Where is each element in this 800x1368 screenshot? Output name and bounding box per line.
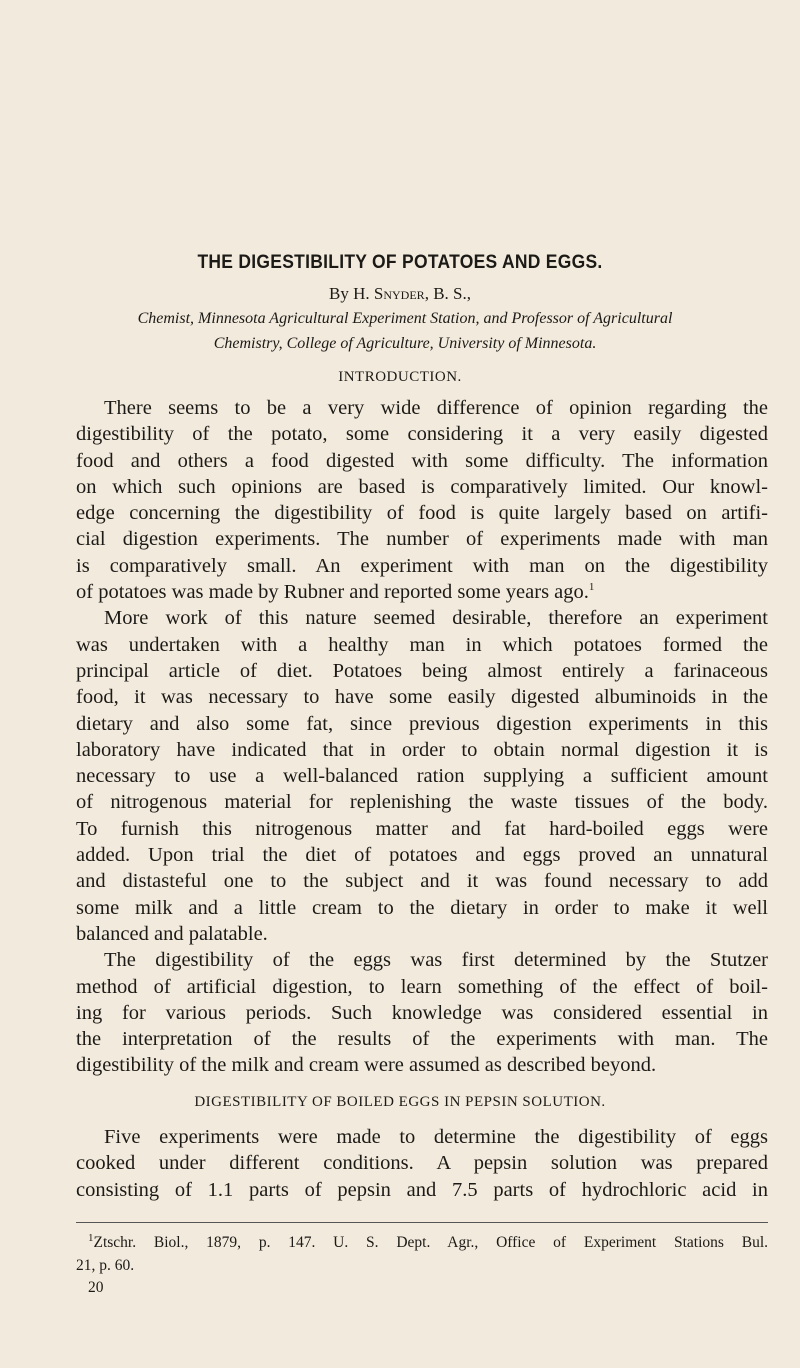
byline [0,284,800,304]
line-text: cooked under different conditions. A pepsin solution was prepared [76,1152,768,1175]
line-text: of nitrogenous material for replenishing the waste tissues of the body. [76,791,768,814]
intro-body [76,395,768,1079]
line-text: Five experiments were made to determine the digestibility of eggs [104,1126,768,1148]
text-line [76,421,768,447]
line-text: method of artificial digestion, to learn something of the effect of boil- [76,975,768,998]
line-text: the interpretation of the results of the experiments with man. The [76,1028,768,1051]
line-text: is comparatively small. An experiment with man on the digestibility [76,554,768,577]
line-text: More work of this nature seemed desirable, therefore an experiment [104,607,768,630]
line-text: edge concerning the digestibility of food is quite largely based on artifi- [76,502,768,525]
line-text: dietary and also some fat, since previous digestion experiments in this [76,712,768,735]
text-line [76,605,768,631]
byline-suffix: , B. S., [424,284,471,303]
line-text: The digestibility of the eggs was first determined by the Stutzer [104,949,768,972]
line-text: of potatoes was made by Rubner and reported some years ago. [76,581,589,604]
text-line [76,842,768,868]
article-title: THE DIGESTIBILITY OF POTATOES AND EGGS. [197,252,603,273]
line-text: some milk and a little cream to the dietary in order to make it well [76,896,768,919]
text-line [76,1052,768,1078]
byline-prefix: By H. [329,284,374,303]
text-line [76,1124,768,1150]
text-line [76,711,768,737]
line-text: food and others a food digested with some difficulty. The information [76,449,768,472]
section-body [76,1124,768,1203]
line-text: on which such opinions are based is comparatively limited. Our knowl- [76,475,768,498]
text-line [76,579,768,605]
line-text: ing for various periods. Such knowledge was considered essential in [76,1001,768,1024]
section-heading: DIGESTIBILITY OF BOILED EGGS IN PEPSIN SOLUTION. [194,1094,606,1110]
footnote-marker: 1 [88,1231,94,1244]
line-text: was undertaken with a healthy man in which potatoes formed the [76,633,768,656]
line-text: digestibility of the milk and cream were assumed as described beyond. [76,1054,657,1077]
text-line [76,658,768,684]
text-line [76,974,768,1000]
page-number: 20 [88,1279,104,1296]
text-line [76,474,768,500]
affiliation-line: Chemistry, College of Agriculture, University of Minnesota. [213,335,597,352]
text-line [76,1026,768,1052]
footnote-divider [76,1222,768,1223]
footnote-line: Ztschr. Biol., 1879, p. 147. U. S. Dept. Agr., Office of Experiment Stations Bul. [93,1234,768,1251]
footnote-reference: 1 [588,581,595,594]
footnote [76,1231,768,1277]
line-text: laboratory have indicated that in order to obtain normal digestion it is [76,738,768,761]
line-text: necessary to use a well-balanced ration supplying a sufficient amount [76,765,768,788]
footnote-line: 21, p. 60. [76,1257,135,1274]
text-line [76,1150,768,1176]
text-line [76,895,768,921]
text-line [76,868,768,894]
text-line [76,763,768,789]
text-line [76,632,768,658]
affiliation-line: Chemist, Minnesota Agricultural Experiment Station, and Professor of Agricultural [137,310,673,327]
text-line [76,684,768,710]
line-text: and distasteful one to the subject and it was found necessary to add [76,870,768,893]
line-text: food, it was necessary to have some easily digested albuminoids in the [76,686,768,709]
text-line [76,1000,768,1026]
text-line [76,921,768,947]
text-line [76,1177,768,1203]
line-text: There seems to be a very wide difference of opinion regarding the [104,397,768,419]
intro-heading: INTRODUCTION. [338,369,462,385]
text-line [76,947,768,973]
line-text: principal article of diet. Potatoes being almost entirely a farinaceous [76,659,768,682]
line-text: digestibility of the potato, some considering it a very easily digested [76,423,768,446]
text-line [76,395,768,421]
line-text: cial digestion experiments. The number of experiments made with man [76,528,768,551]
text-line [76,553,768,579]
line-text: To furnish this nitrogenous matter and fat hard-boiled eggs were [76,817,768,840]
text-line [76,526,768,552]
author-name: Snyder [373,284,425,303]
text-line [76,816,768,842]
line-text: balanced and palatable. [76,922,268,945]
text-line [76,448,768,474]
text-line [76,737,768,763]
text-line [76,789,768,815]
text-line [76,500,768,526]
line-text: added. Upon trial the diet of potatoes and eggs proved an unnatural [76,844,768,867]
line-text: consisting of 1.1 parts of pepsin and 7.5 parts of hydrochloric acid in [76,1178,768,1201]
